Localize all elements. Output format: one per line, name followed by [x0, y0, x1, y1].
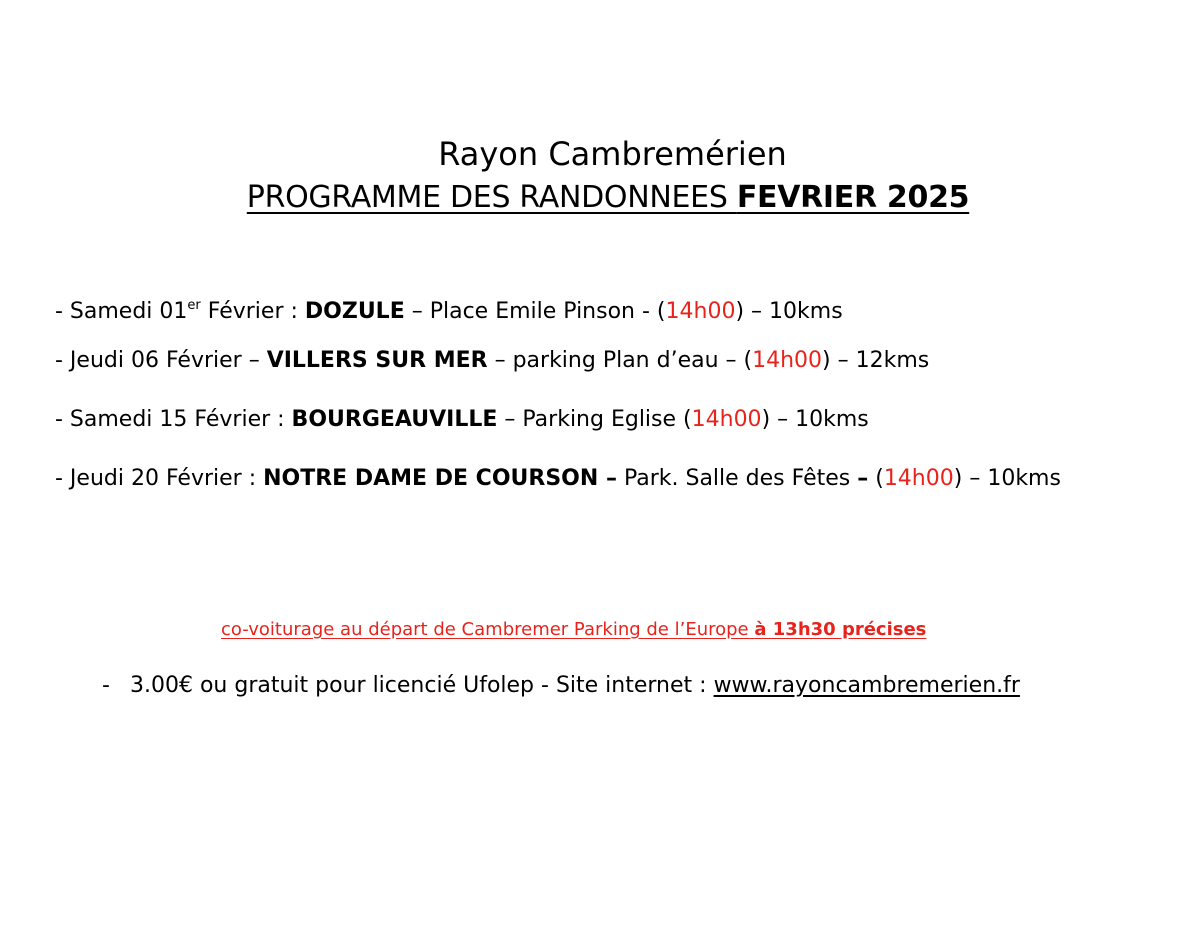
event-item [55, 405, 1155, 435]
price-dash: - [102, 673, 110, 698]
event-month: Février : [200, 299, 305, 324]
event-day: - Samedi 01 [55, 299, 188, 324]
event-item [55, 297, 1155, 327]
event-distance: ) – 10kms [735, 299, 843, 324]
event-time: 14h00 [665, 299, 736, 324]
event-details: – parking Plan d’eau – ( [487, 348, 753, 373]
event-details: – Parking Eglise ( [497, 407, 692, 432]
carpool-notice [221, 617, 926, 643]
event-details-dash: – [857, 466, 869, 491]
subtitle-month: FEVRIER 2025 [736, 180, 970, 215]
event-details: Park. Salle des Fêtes [616, 466, 858, 491]
event-details-after: ( [868, 466, 884, 491]
event-place: DOZULE [304, 299, 405, 324]
event-item [55, 346, 1155, 376]
event-distance: ) – 10kms [761, 407, 869, 432]
event-day-suffix: er [187, 298, 201, 313]
subtitle-underlined [247, 180, 969, 215]
website-link[interactable]: www.rayoncambremerien.fr [713, 673, 1020, 698]
subtitle-prefix: PROGRAMME DES RANDONNEES [246, 180, 737, 215]
event-place: VILLERS SUR MER [266, 348, 488, 373]
event-place: BOURGEAUVILLE [291, 407, 498, 432]
event-time: 14h00 [883, 466, 954, 491]
event-day: - Samedi 15 Février : [55, 407, 292, 432]
event-details: – Place Emile Pinson - ( [404, 299, 666, 324]
carpool-text: co-voiturage au départ de Cambremer Parking de l’Europe [221, 619, 755, 640]
event-place: NOTRE DAME DE COURSON – [263, 466, 617, 491]
event-day: - Jeudi 20 Février : [55, 466, 264, 491]
carpool-time: à 13h30 précises [754, 619, 927, 640]
price-text: 3.00€ ou gratuit pour licencié Ufolep - Site internet : [130, 673, 714, 698]
price-info [102, 671, 1020, 701]
event-item [55, 464, 1095, 494]
event-time: 14h00 [691, 407, 762, 432]
page-subtitle [0, 180, 1200, 216]
event-distance: ) – 10kms [953, 466, 1061, 491]
event-day: - Jeudi 06 Février – [55, 348, 267, 373]
event-time: 14h00 [752, 348, 823, 373]
event-distance: ) – 12kms [822, 348, 930, 373]
page-title: Rayon Cambremérien [438, 135, 787, 173]
